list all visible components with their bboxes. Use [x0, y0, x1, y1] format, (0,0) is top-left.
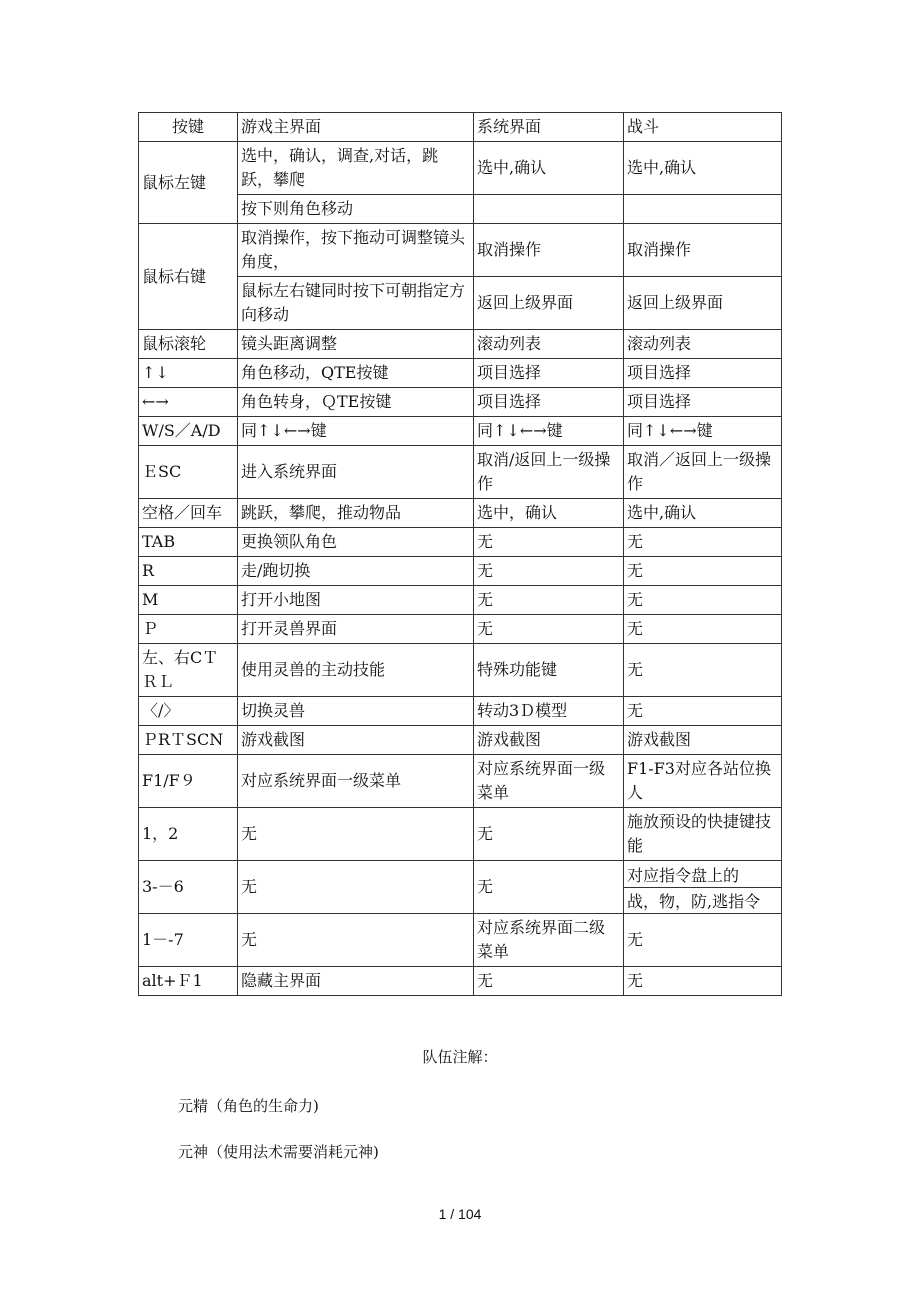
table-cell: 特殊功能键: [474, 644, 624, 697]
table-cell: 返回上级界面: [474, 277, 624, 330]
table-cell: 无: [474, 808, 624, 861]
table-cell: 按下则角色移动: [238, 195, 474, 224]
key-cell: ＰRＴSCN: [139, 726, 238, 755]
table-row: [139, 861, 782, 914]
table-cell: 打开小地图: [238, 586, 474, 615]
table-cell: 返回上级界面: [624, 277, 782, 330]
table-cell: 取消操作: [624, 224, 782, 277]
table-row: [139, 726, 782, 755]
table-cell: 更换领队角色: [238, 528, 474, 557]
table-cell: 项目选择: [624, 359, 782, 388]
table-cell: 打开灵兽界面: [238, 615, 474, 644]
table-cell: 隐藏主界面: [238, 967, 474, 996]
key-cell: R: [139, 557, 238, 586]
table-row: [139, 417, 782, 446]
key-binding-table: [138, 112, 782, 996]
table-cell: 跳跃，攀爬，推动物品: [238, 499, 474, 528]
table-row: [139, 644, 782, 697]
table-row: [139, 557, 782, 586]
table-cell: 无: [474, 586, 624, 615]
table-cell: [474, 195, 624, 224]
table-cell: 无: [624, 557, 782, 586]
table-cell: 角色移动，QTE按键: [238, 359, 474, 388]
table-cell: 无: [238, 861, 474, 914]
table-cell: 无: [624, 914, 782, 967]
table-cell: 施放预设的快捷键技能: [624, 808, 782, 861]
table-cell: 无: [624, 528, 782, 557]
split-cell: [624, 861, 782, 914]
key-cell: 3-－6: [139, 861, 238, 914]
table-row: [139, 967, 782, 996]
key-cell: W/S／A/D: [139, 417, 238, 446]
key-cell: 鼠标滚轮: [139, 330, 238, 359]
table-cell: 无: [238, 808, 474, 861]
header-cell: 战斗: [624, 113, 782, 142]
page-number: 1 / 104: [438, 1206, 482, 1222]
table-cell: 转动3Ｄ模型: [474, 697, 624, 726]
table-row: [139, 446, 782, 499]
table-cell: 滚动列表: [474, 330, 624, 359]
table-cell: 同↑↓←→键: [624, 417, 782, 446]
key-cell: ←→: [139, 388, 238, 417]
table-row: [139, 586, 782, 615]
table-cell: 无: [474, 528, 624, 557]
key-cell: Ｐ: [139, 615, 238, 644]
table-cell: 镜头距离调整: [238, 330, 474, 359]
table-cell: 同↑↓←→键: [474, 417, 624, 446]
key-cell: alt+Ｆ1: [139, 967, 238, 996]
table-cell: 对应系统界面一级菜单: [238, 755, 474, 808]
key-cell: 1，2: [139, 808, 238, 861]
key-cell: 左、右CＴＲＬ: [139, 644, 238, 697]
table-cell: 游戏截图: [474, 726, 624, 755]
table-cell: 角色转身，ＱTE按键: [238, 388, 474, 417]
table-cell: 项目选择: [474, 388, 624, 417]
key-cell: 空格／回车: [139, 499, 238, 528]
table-cell: 对应系统界面一级菜单: [474, 755, 624, 808]
table-cell: 鼠标左右键同时按下可朝指定方向移动: [238, 277, 474, 330]
key-cell: TAB: [139, 528, 238, 557]
table-cell: 对应系统界面二级菜单: [474, 914, 624, 967]
table-cell: 取消操作，按下拖动可调整镜头角度，: [238, 224, 474, 277]
table-cell: 取消／返回上一级操作: [624, 446, 782, 499]
key-cell: F1/F９: [139, 755, 238, 808]
header-cell: 系统界面: [474, 113, 624, 142]
table-row: [139, 388, 782, 417]
table-row: [139, 697, 782, 726]
table-row: [139, 615, 782, 644]
notes-title: 队伍注解：: [422, 1048, 498, 1066]
key-cell: 1－-7: [139, 914, 238, 967]
table-header-row: [139, 113, 782, 142]
table-cell: 项目选择: [474, 359, 624, 388]
table-cell: 无: [624, 615, 782, 644]
table-cell: 无: [624, 697, 782, 726]
note-item: 元精（角色的生命力): [178, 1097, 319, 1115]
table-cell: 使用灵兽的主动技能: [238, 644, 474, 697]
table-row: [139, 499, 782, 528]
table-row: [139, 359, 782, 388]
table-cell: 取消操作: [474, 224, 624, 277]
table-cell: 选中，确认: [474, 499, 624, 528]
table-cell: 无: [624, 644, 782, 697]
table-cell: 同↑↓←→键: [238, 417, 474, 446]
table-row: [139, 914, 782, 967]
key-cell: 鼠标右键: [139, 224, 238, 330]
table-cell: 切换灵兽: [238, 697, 474, 726]
table-cell: 选中,确认: [624, 142, 782, 195]
table-cell: F1-F3对应各站位换人: [624, 755, 782, 808]
key-cell: 〈/〉: [139, 697, 238, 726]
table-row: [139, 330, 782, 359]
table-cell: 无: [474, 615, 624, 644]
table-cell: 无: [238, 914, 474, 967]
table-cell: 滚动列表: [624, 330, 782, 359]
key-cell: ＥSC: [139, 446, 238, 499]
table-row: [139, 808, 782, 861]
key-cell: 鼠标左键: [139, 142, 238, 224]
table-cell: 项目选择: [624, 388, 782, 417]
table-cell: [624, 195, 782, 224]
table-cell: 无: [474, 557, 624, 586]
header-cell: 游戏主界面: [238, 113, 474, 142]
table-row: [139, 528, 782, 557]
table-cell: 选中,确认: [474, 142, 624, 195]
note-item: 元神（使用法术需要消耗元神): [178, 1143, 379, 1161]
table-row: [139, 142, 782, 195]
table-cell: 游戏截图: [624, 726, 782, 755]
table-cell: 选中,确认: [624, 499, 782, 528]
table-cell: 取消/返回上一级操作: [474, 446, 624, 499]
table-cell: 选中，确认，调查,对话，跳跃，攀爬: [238, 142, 474, 195]
key-cell: ↑↓: [139, 359, 238, 388]
split-line: 对应指令盘上的: [627, 866, 740, 885]
key-cell: M: [139, 586, 238, 615]
table-cell: 游戏截图: [238, 726, 474, 755]
table-cell: 无: [474, 861, 624, 914]
table-cell: 进入系统界面: [238, 446, 474, 499]
table-cell: 无: [624, 967, 782, 996]
table-cell: 无: [624, 586, 782, 615]
split-line: 战，物，防,逃指令: [624, 887, 781, 912]
table-row: [139, 224, 782, 277]
header-cell: 按键: [139, 113, 238, 142]
table-row: [139, 755, 782, 808]
table-cell: 走/跑切换: [238, 557, 474, 586]
table-cell: 无: [474, 967, 624, 996]
